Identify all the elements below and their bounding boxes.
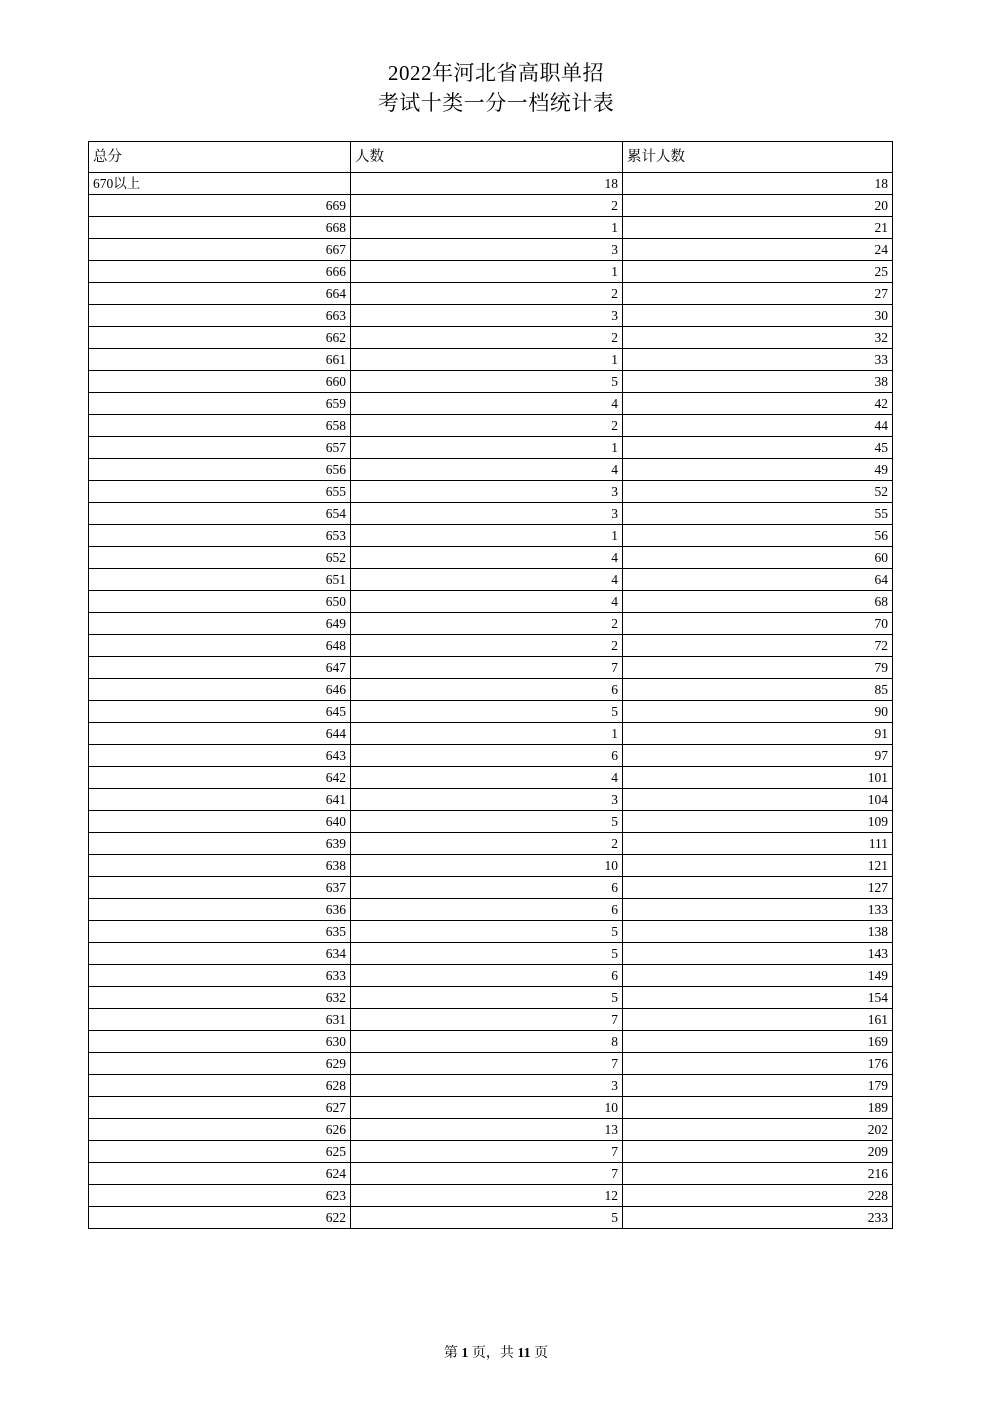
cell-cumulative: 97 [623,745,893,767]
cell-count: 2 [351,613,623,635]
cell-cumulative: 60 [623,547,893,569]
table-row [89,1053,893,1075]
table-row [89,723,893,745]
cell-score: 625 [89,1141,351,1163]
cell-score: 624 [89,1163,351,1185]
cell-score: 646 [89,679,351,701]
cell-score: 634 [89,943,351,965]
cell-count: 7 [351,1009,623,1031]
cell-count: 4 [351,393,623,415]
cell-count: 5 [351,811,623,833]
cell-count: 6 [351,679,623,701]
cell-count: 10 [351,1097,623,1119]
cell-count: 3 [351,305,623,327]
cell-cumulative: 233 [623,1207,893,1229]
cell-count: 3 [351,1075,623,1097]
cell-score: 622 [89,1207,351,1229]
table-row [89,1185,893,1207]
cell-count: 6 [351,899,623,921]
document-title [0,58,992,118]
table-row [89,745,893,767]
cell-score: 656 [89,459,351,481]
table-row [89,921,893,943]
cell-cumulative: 52 [623,481,893,503]
table-row [89,1119,893,1141]
cell-score: 668 [89,217,351,239]
cell-count: 18 [351,173,623,195]
cell-cumulative: 127 [623,877,893,899]
cell-count: 5 [351,701,623,723]
table-row [89,635,893,657]
cell-score: 636 [89,899,351,921]
cell-cumulative: 68 [623,591,893,613]
table-row [89,569,893,591]
cell-cumulative: 133 [623,899,893,921]
statistics-table [88,141,893,1229]
table-row [89,943,893,965]
table-row [89,1009,893,1031]
cell-cumulative: 55 [623,503,893,525]
cell-count: 4 [351,767,623,789]
table-row [89,833,893,855]
table-row [89,195,893,217]
cell-score: 644 [89,723,351,745]
cell-count: 1 [351,723,623,745]
cell-cumulative: 104 [623,789,893,811]
table-header [89,142,893,173]
cell-count: 1 [351,437,623,459]
table-row [89,173,893,195]
cell-score: 664 [89,283,351,305]
table-row [89,701,893,723]
cell-score: 626 [89,1119,351,1141]
title-line-2: 考试十类一分一档统计表 [377,91,615,115]
cell-count: 4 [351,591,623,613]
cell-count: 7 [351,1163,623,1185]
cell-score: 663 [89,305,351,327]
cell-count: 2 [351,195,623,217]
table-row [89,437,893,459]
cell-score: 659 [89,393,351,415]
cell-count: 3 [351,481,623,503]
cell-count: 1 [351,217,623,239]
cell-cumulative: 121 [623,855,893,877]
cell-score: 630 [89,1031,351,1053]
table-row [89,547,893,569]
cell-score: 629 [89,1053,351,1075]
cell-count: 4 [351,569,623,591]
cell-cumulative: 20 [623,195,893,217]
footer-current-page: 1 [461,1346,469,1361]
cell-cumulative: 228 [623,1185,893,1207]
cell-score: 639 [89,833,351,855]
cell-cumulative: 21 [623,217,893,239]
cell-cumulative: 111 [623,833,893,855]
cell-count: 5 [351,1207,623,1229]
cell-cumulative: 25 [623,261,893,283]
cell-score: 641 [89,789,351,811]
cell-cumulative: 72 [623,635,893,657]
cell-count: 1 [351,525,623,547]
cell-score: 660 [89,371,351,393]
cell-cumulative: 85 [623,679,893,701]
cell-count: 4 [351,459,623,481]
cell-cumulative: 161 [623,1009,893,1031]
column-header-score: 总分 [89,142,351,173]
cell-score: 633 [89,965,351,987]
cell-score: 649 [89,613,351,635]
table-row [89,987,893,1009]
cell-cumulative: 30 [623,305,893,327]
page-footer [0,1344,992,1364]
title-line-1: 2022年河北省高职单招 [388,61,604,85]
table-row [89,1097,893,1119]
cell-score: 650 [89,591,351,613]
cell-count: 6 [351,745,623,767]
footer-suffix: 页 [530,1346,549,1361]
table-row [89,1163,893,1185]
table-row [89,327,893,349]
cell-cumulative: 179 [623,1075,893,1097]
cell-cumulative: 138 [623,921,893,943]
cell-count: 5 [351,943,623,965]
cell-score: 653 [89,525,351,547]
footer-total-pages: 11 [517,1346,531,1361]
cell-count: 2 [351,415,623,437]
table-row [89,481,893,503]
cell-count: 13 [351,1119,623,1141]
table-row [89,459,893,481]
cell-score: 632 [89,987,351,1009]
cell-score: 647 [89,657,351,679]
table-row [89,217,893,239]
cell-count: 5 [351,921,623,943]
table-row [89,657,893,679]
table-row [89,811,893,833]
column-header-cumulative: 累计人数 [623,142,893,173]
cell-score: 643 [89,745,351,767]
cell-count: 6 [351,965,623,987]
cell-count: 3 [351,239,623,261]
cell-score: 645 [89,701,351,723]
cell-cumulative: 64 [623,569,893,591]
cell-count: 5 [351,987,623,1009]
cell-cumulative: 209 [623,1141,893,1163]
table-row [89,305,893,327]
cell-cumulative: 216 [623,1163,893,1185]
cell-score: 627 [89,1097,351,1119]
cell-score: 652 [89,547,351,569]
table-row [89,877,893,899]
cell-cumulative: 91 [623,723,893,745]
table-row [89,965,893,987]
table-row [89,789,893,811]
cell-count: 7 [351,1141,623,1163]
table-row [89,349,893,371]
table-body [89,173,893,1229]
cell-count: 1 [351,349,623,371]
cell-cumulative: 32 [623,327,893,349]
cell-count: 7 [351,657,623,679]
cell-cumulative: 56 [623,525,893,547]
table-row [89,393,893,415]
cell-cumulative: 45 [623,437,893,459]
cell-score: 670以上 [89,173,351,195]
cell-cumulative: 109 [623,811,893,833]
table-row [89,371,893,393]
table-row [89,613,893,635]
table-row [89,1075,893,1097]
cell-cumulative: 42 [623,393,893,415]
cell-cumulative: 90 [623,701,893,723]
table-row [89,503,893,525]
cell-count: 2 [351,283,623,305]
cell-score: 654 [89,503,351,525]
cell-cumulative: 202 [623,1119,893,1141]
cell-cumulative: 169 [623,1031,893,1053]
cell-cumulative: 143 [623,943,893,965]
table-row [89,283,893,305]
table-header-row [89,142,893,173]
cell-count: 5 [351,371,623,393]
cell-count: 2 [351,327,623,349]
cell-cumulative: 101 [623,767,893,789]
footer-prefix: 第 [443,1346,462,1361]
cell-count: 7 [351,1053,623,1075]
cell-score: 658 [89,415,351,437]
table-row [89,261,893,283]
cell-count: 10 [351,855,623,877]
cell-score: 666 [89,261,351,283]
table-row [89,591,893,613]
cell-score: 657 [89,437,351,459]
table-row [89,767,893,789]
cell-score: 635 [89,921,351,943]
cell-cumulative: 154 [623,987,893,1009]
cell-count: 12 [351,1185,623,1207]
table-row [89,1031,893,1053]
cell-cumulative: 176 [623,1053,893,1075]
cell-cumulative: 24 [623,239,893,261]
table-row [89,855,893,877]
table-row [89,525,893,547]
cell-count: 1 [351,261,623,283]
table-row [89,1141,893,1163]
cell-count: 2 [351,635,623,657]
cell-cumulative: 18 [623,173,893,195]
cell-score: 669 [89,195,351,217]
cell-score: 667 [89,239,351,261]
cell-score: 628 [89,1075,351,1097]
cell-score: 638 [89,855,351,877]
cell-count: 4 [351,547,623,569]
cell-cumulative: 44 [623,415,893,437]
cell-score: 631 [89,1009,351,1031]
statistics-table-container [88,141,892,1229]
cell-score: 623 [89,1185,351,1207]
footer-middle: 页，共 [468,1346,518,1361]
table-row [89,239,893,261]
cell-score: 648 [89,635,351,657]
cell-score: 637 [89,877,351,899]
cell-score: 640 [89,811,351,833]
cell-cumulative: 70 [623,613,893,635]
cell-cumulative: 79 [623,657,893,679]
cell-score: 655 [89,481,351,503]
cell-cumulative: 49 [623,459,893,481]
cell-score: 662 [89,327,351,349]
cell-score: 642 [89,767,351,789]
cell-cumulative: 27 [623,283,893,305]
cell-count: 3 [351,503,623,525]
cell-score: 661 [89,349,351,371]
cell-cumulative: 33 [623,349,893,371]
cell-count: 3 [351,789,623,811]
table-row [89,679,893,701]
table-row [89,899,893,921]
cell-count: 8 [351,1031,623,1053]
cell-cumulative: 189 [623,1097,893,1119]
table-row [89,1207,893,1229]
cell-score: 651 [89,569,351,591]
cell-cumulative: 38 [623,371,893,393]
cell-cumulative: 149 [623,965,893,987]
cell-count: 2 [351,833,623,855]
column-header-count: 人数 [351,142,623,173]
cell-count: 6 [351,877,623,899]
table-row [89,415,893,437]
